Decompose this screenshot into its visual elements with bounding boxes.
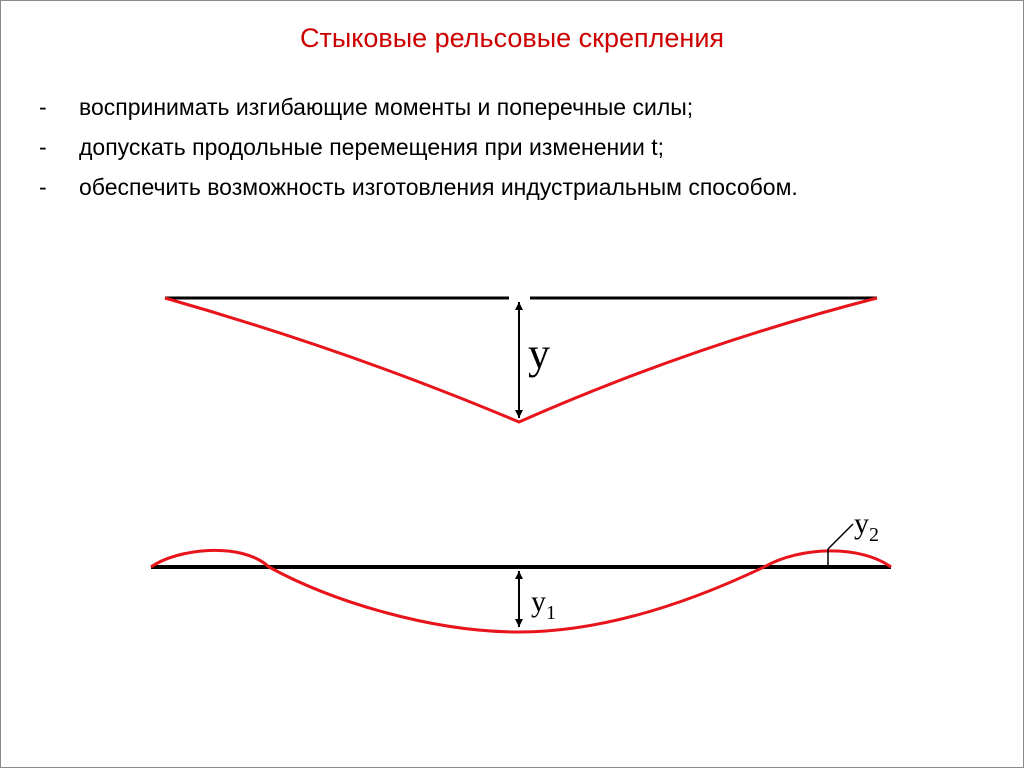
bullet-dash: - [39,94,47,120]
requirement-text: обеспечить возможность изготовления индустриальным способом. [79,174,798,200]
slide-title: Стыковые рельсовые скрепления [299,23,725,53]
uplift-leader [828,524,853,549]
requirement-text: воспринимать изгибающие моменты и поперечные силы; [79,94,694,120]
bullet-dash: - [39,134,47,160]
deflection-label: y [528,329,550,378]
continuous-deflection-diagram [151,507,891,632]
bullet-dash: - [39,174,47,200]
joint-deflection-diagram [165,298,877,422]
uplift-label-y2: $y_2$ [854,507,879,546]
deflection-curve [165,298,877,422]
deflection-label-y1: $y_1$ [531,585,556,624]
wave-deflection-curve [151,550,891,632]
rail-joint-diagram [1,1,1023,767]
requirement-text: допускать продольные перемещения при изменении t; [79,134,665,160]
